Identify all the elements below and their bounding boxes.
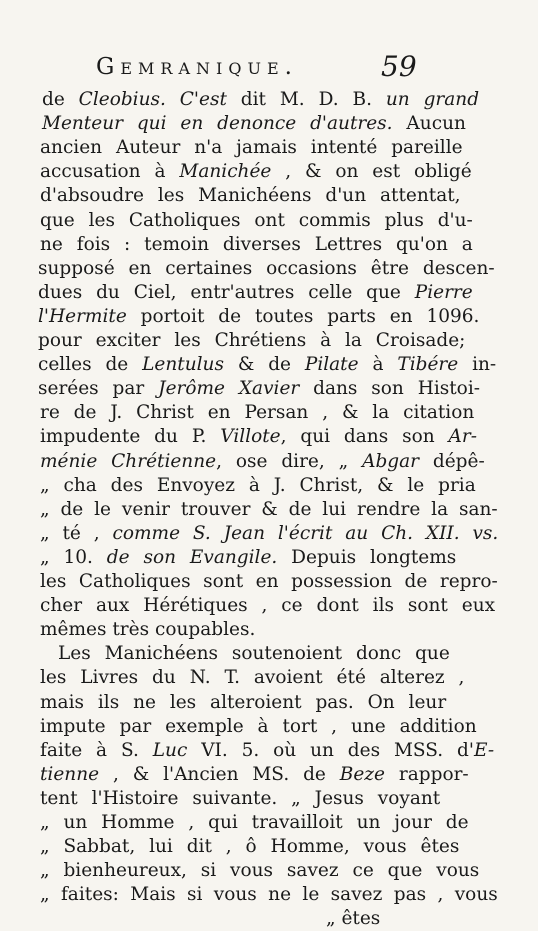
text-line xyxy=(40,498,498,522)
text-line xyxy=(40,594,495,618)
italic-run: E- xyxy=(473,739,495,761)
text-line xyxy=(40,136,463,160)
text-run: portoit de toutes parts en 1096. xyxy=(126,305,480,327)
text-run: , & l'Ancien MS. de xyxy=(99,763,340,785)
text-line xyxy=(40,763,469,787)
text-run: Les Manichéens soutenoient donc que xyxy=(58,643,450,665)
italic-run: Lentulus xyxy=(142,354,224,376)
text-run: faite à S. xyxy=(40,739,153,761)
text-run: in- xyxy=(458,354,497,376)
text-line xyxy=(38,329,465,353)
text-run: „ de le venir trouver & de lui rendre la san- xyxy=(40,498,498,520)
italic-run: Tibére xyxy=(397,354,459,376)
italic-run: Pilate xyxy=(304,354,359,376)
text-line xyxy=(40,570,498,594)
text-run: pour exciter les Chrétiens à la Croisade; xyxy=(38,330,466,351)
text-line xyxy=(40,811,469,835)
text-line xyxy=(40,883,498,907)
text-run: les Catholiques sont en possession de repro- xyxy=(40,571,498,592)
text-line xyxy=(38,353,496,377)
text-line xyxy=(40,835,459,859)
italic-run: Luc xyxy=(152,739,188,761)
text-line xyxy=(326,907,380,931)
text-run: que les Catholiques ont commis plus d'u- xyxy=(40,209,473,231)
italic-run: Ar- xyxy=(448,426,477,448)
text-run: , & on est obligé xyxy=(271,161,472,183)
text-line xyxy=(40,401,474,425)
text-run: ancien Auteur n'a jamais intenté pareille xyxy=(40,137,463,159)
text-line xyxy=(40,715,477,739)
text-run: „ cha des Envoyez à J. Christ, & le pria xyxy=(40,474,476,496)
page-header xyxy=(0,50,538,86)
running-head: Gemranique. xyxy=(96,54,298,80)
text-line xyxy=(40,160,472,184)
text-run: de xyxy=(42,89,79,110)
text-run: mais ils ne les alteroient pas. On leur xyxy=(40,691,447,713)
italic-run: Beze xyxy=(339,763,386,785)
text-line xyxy=(40,184,461,208)
italic-run: C'est xyxy=(179,89,227,110)
text-run: , ose dire, „ xyxy=(216,450,363,472)
italic-run: un grand xyxy=(385,89,480,110)
text-line xyxy=(58,642,450,666)
italic-run: l'Hermite xyxy=(38,305,127,327)
text-run: „ Sabbat, lui dit , ô Homme, vous êtes xyxy=(40,836,460,858)
text-run: VI. 5. où un des MSS. d' xyxy=(187,739,474,761)
text-run: „ té , xyxy=(40,522,113,544)
text-run: „ 10. xyxy=(40,546,107,568)
text-line xyxy=(40,546,456,570)
italic-run: ménie Chrétienne xyxy=(40,450,217,472)
text-run: supposé en certaines occasions être descen- xyxy=(38,257,495,279)
text-run: dépê- xyxy=(419,450,485,472)
text-run: Aucun xyxy=(392,113,466,135)
italic-run: Abgar xyxy=(362,450,420,472)
italic-run: de son Evangile. xyxy=(106,546,278,568)
text-run: celles de xyxy=(38,354,143,376)
text-run: rappor- xyxy=(385,763,469,785)
page-number: 59 xyxy=(381,50,417,83)
text-line xyxy=(40,474,476,498)
text-run: tent l'Histoire suivante. „ Jesus voyant xyxy=(40,787,441,809)
italic-run: Jerôme Xavier xyxy=(158,378,300,400)
text-line xyxy=(42,112,466,136)
text-run: ne fois : temoin diverses Lettres qu'on a xyxy=(40,233,473,255)
text-line xyxy=(40,522,498,546)
text-run: & de xyxy=(223,354,305,376)
text-run: d'absoudre les Manichéens d'un attentat, xyxy=(40,185,461,207)
text-run: , qui dans son xyxy=(280,426,449,448)
text-run: re de J. Christ en Persan , & la citation xyxy=(40,402,475,424)
text-line xyxy=(40,859,479,883)
text-line xyxy=(40,450,485,474)
text-line xyxy=(40,209,473,233)
italic-run: comme S. Jean l'écrit au Ch. XII. vs. xyxy=(112,522,499,544)
text-run: „ faites: Mais si vous ne le savez pas , vous xyxy=(40,884,498,906)
text-run: impudente du P. xyxy=(40,426,221,448)
italic-run: Villote xyxy=(220,426,281,448)
text-line xyxy=(40,425,477,449)
italic-run: Manichée xyxy=(179,161,272,183)
text-run: dit M. D. B. xyxy=(226,89,386,110)
text-line xyxy=(40,666,464,690)
text-run: accusation à xyxy=(40,161,180,183)
italic-run: Cleobius. xyxy=(78,89,166,110)
text-run: les Livres du N. T. avoient été alterez , xyxy=(40,667,465,689)
text-run: à xyxy=(358,354,398,376)
text-line xyxy=(40,618,255,642)
text-line xyxy=(40,233,473,257)
italic-run: Pierre xyxy=(414,281,473,303)
text-run: „ un Homme , qui travailloit un jour de xyxy=(40,812,469,833)
text-run: dans son Histoi- xyxy=(299,378,480,400)
text-line xyxy=(40,739,494,763)
text-line xyxy=(38,377,480,401)
text-line xyxy=(40,787,440,811)
text-line xyxy=(40,691,446,715)
text-run: dues du Ciel, entr'autres celle que xyxy=(38,281,415,303)
italic-run: Menteur qui en denonce d'autres. xyxy=(42,113,393,135)
text-line xyxy=(38,281,473,305)
text-run: cher aux Hérétiques , ce dont ils sont eux xyxy=(40,595,496,617)
text-run: Depuis longtems xyxy=(277,546,457,568)
text-run xyxy=(166,89,180,110)
text-line xyxy=(38,305,479,329)
text-run: serées par xyxy=(38,378,159,400)
text-run: „ êtes xyxy=(326,908,381,930)
text-run: mêmes très coupables. xyxy=(40,619,256,641)
text-line xyxy=(42,88,479,112)
italic-run: tienne xyxy=(40,763,100,785)
text-run: impute par exemple à tort , une addition xyxy=(40,715,477,737)
text-line xyxy=(38,257,495,281)
text-run: „ bienheureux, si vous savez ce que vous xyxy=(40,860,480,882)
